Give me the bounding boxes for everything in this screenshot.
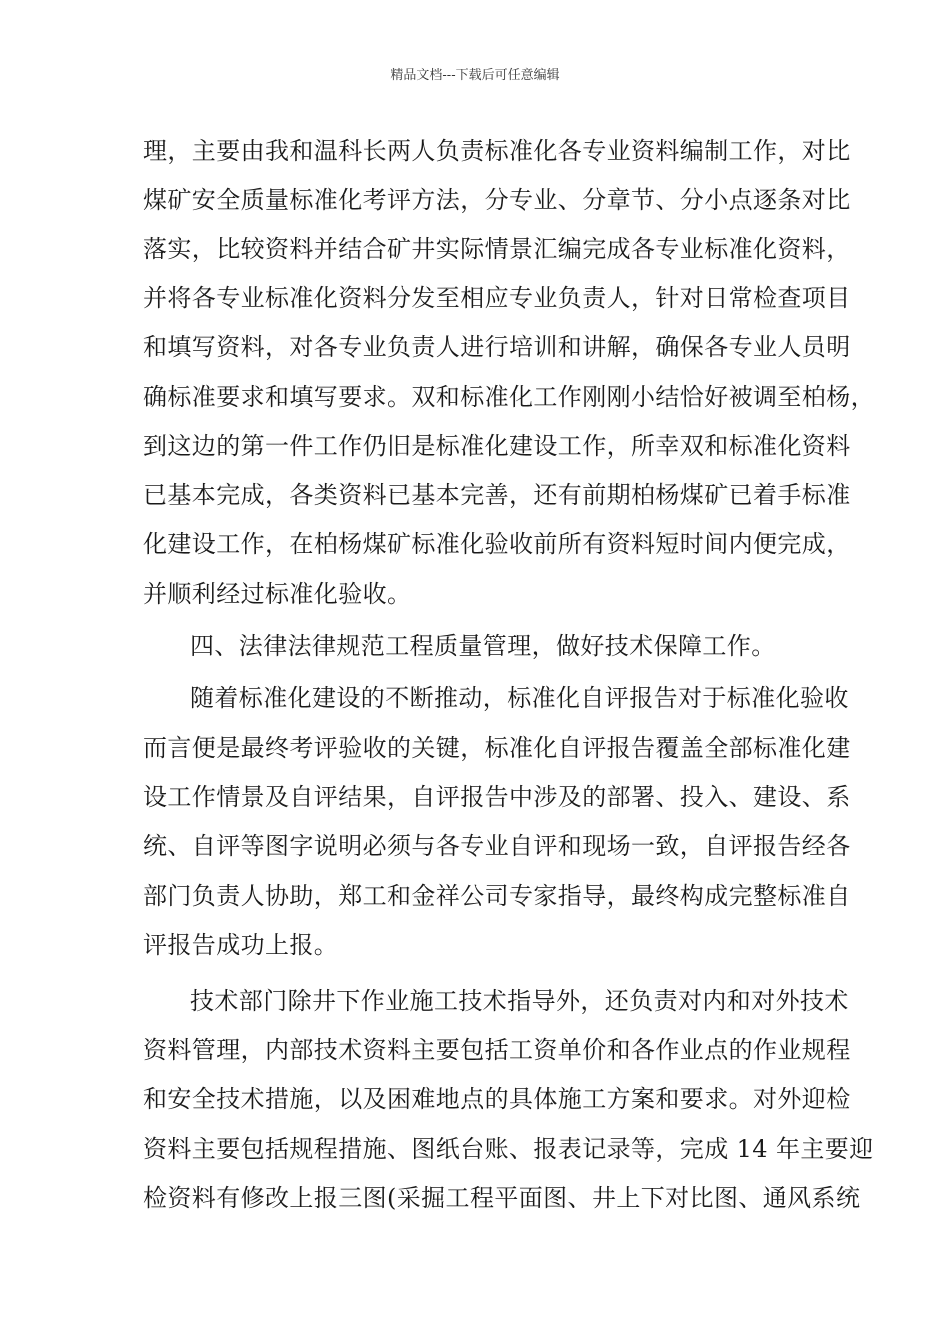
paragraph-line: 确标准要求和填写要求。双和标准化工作刚刚小结恰好被调至柏杨，	[143, 383, 875, 411]
paragraph-line: 理，主要由我和温科长两人负责标准化各专业资料编制工作，对比	[143, 137, 851, 165]
paragraph-line: 评报告成功上报。	[143, 931, 339, 959]
paragraph-line: 资料管理，内部技术资料主要包括工资单价和各作业点的作业规程	[143, 1036, 851, 1064]
paragraph-line: 检资料有修改上报三图(采掘工程平面图、井上下对比图、通风系统	[143, 1184, 861, 1212]
paragraph-line: 并将各专业标准化资料分发至相应专业负责人，针对日常检查项目	[143, 284, 851, 312]
paragraph-line: 和填写资料，对各专业负责人进行培训和讲解，确保各专业人员明	[143, 333, 851, 361]
paragraph-line: 技术部门除井下作业施工技术指导外，还负责对内和对外技术	[190, 987, 849, 1015]
paragraph-line: 部门负责人协助，郑工和金祥公司专家指导，最终构成完整标准自	[143, 882, 851, 910]
paragraph-line: 并顺利经过标准化验收。	[143, 580, 412, 608]
paragraph-line: 统、自评等图字说明必须与各专业自评和现场一致，自评报告经各	[143, 832, 851, 860]
page-header: 精品文档---下载后可任意编辑	[390, 68, 560, 83]
paragraph-line: 已基本完成，各类资料已基本完善，还有前期柏杨煤矿已着手标准	[143, 481, 851, 509]
paragraph-line: 设工作情景及自评结果，自评报告中涉及的部署、投入、建设、系	[143, 783, 851, 811]
paragraph-line: 资料主要包括规程措施、图纸台账、报表记录等，完成 14 年主要迎	[143, 1135, 874, 1163]
paragraph-line: 煤矿安全质量标准化考评方法，分专业、分章节、分小点逐条对比	[143, 186, 851, 214]
paragraph-line: 和安全技术措施，以及困难地点的具体施工方案和要求。对外迎检	[143, 1085, 851, 1113]
paragraph-line: 随着标准化建设的不断推动，标准化自评报告对于标准化验收	[190, 684, 849, 712]
paragraph-line: 化建设工作，在柏杨煤矿标准化验收前所有资料短时间内便完成，	[143, 530, 851, 558]
paragraph-line: 到这边的第一件工作仍旧是标准化建设工作，所幸双和标准化资料	[143, 432, 851, 460]
paragraph-line: 而言便是最终考评验收的关键，标准化自评报告覆盖全部标准化建	[143, 734, 851, 762]
section-heading: 四、法律法律规范工程质量管理，做好技术保障工作。	[190, 632, 776, 660]
paragraph-line: 落实，比较资料并结合矿井实际情景汇编完成各专业标准化资料，	[143, 235, 851, 263]
